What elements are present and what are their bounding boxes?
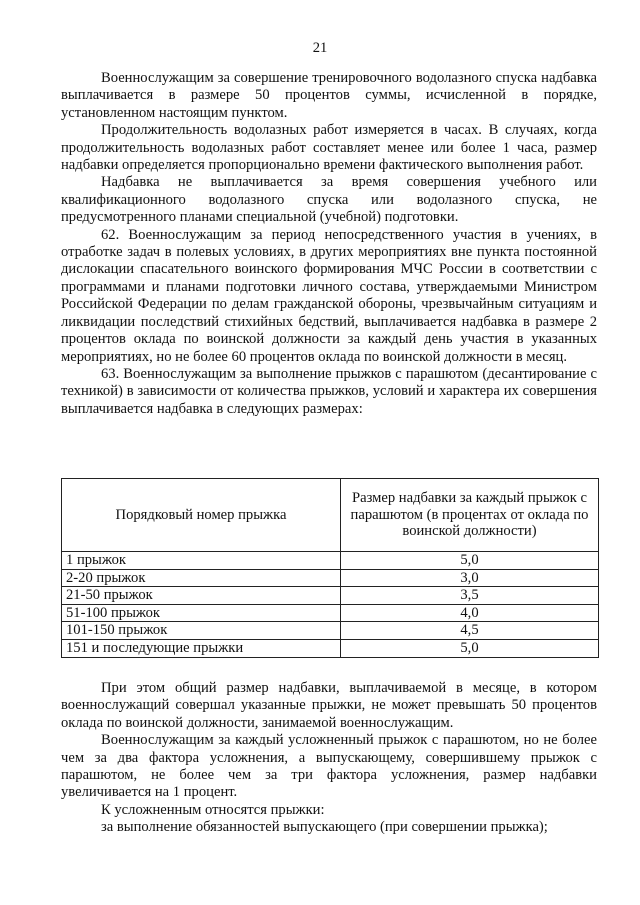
header-jump-number: Порядковый номер прыжка xyxy=(62,479,341,552)
parachute-rates-table-wrap xyxy=(61,478,599,658)
paragraph-not-paid: Надбавка не выплачивается за время совершения учебного или квалификационного водолазного спуска или водолазного спуска, не предусмотренного планами специальной (учебной) подготовки. xyxy=(61,174,597,226)
jump-cell: 51-100 прыжок xyxy=(62,604,341,622)
jump-cell: 101-150 прыжок xyxy=(62,622,341,640)
jump-cell: 2-20 прыжок xyxy=(62,569,341,587)
paragraph-complicated-list-intro: К усложненным относятся прыжки: xyxy=(101,801,325,818)
paragraph-63-parachute: 63. Военнослужащим за выполнение прыжков с парашютом (десантирование с техникой) в зависимости от количества прыжков, условий и характера их совершения выплачивается надбавка в следующих размерах: xyxy=(61,365,597,417)
paragraph-complicated-jump: Военнослужащим за каждый усложненный прыжок с парашютом, но не более чем за два фактора усложнения, а выпускающему, совершившему прыжок с парашютом, не более чем за три фактора усложнения, размер надбавки увеличивается на 1 процент. xyxy=(61,732,597,801)
paragraph-jumpmaster-duties: за выполнение обязанностей выпускающего (при совершении прыжка); xyxy=(101,819,548,836)
table-row xyxy=(62,552,599,570)
paragraph-monthly-cap: При этом общий размер надбавки, выплачиваемой в месяце, в котором военнослужащий совершал указанные прыжки, не может превышать 50 процентов оклада по воинской должности, занимаемой военнослужащим. xyxy=(61,680,597,731)
rate-cell: 4,5 xyxy=(341,622,599,640)
jump-cell: 21-50 прыжок xyxy=(62,587,341,605)
table-header-row xyxy=(62,479,599,552)
table-row xyxy=(62,587,599,605)
rate-cell: 5,0 xyxy=(341,639,599,657)
rate-cell: 4,0 xyxy=(341,604,599,622)
paragraph-dive-duration: Продолжительность водолазных работ измеряется в часах. В случаях, когда продолжительность водолазных работ составляет менее или более 1 часа, размер надбавки определяется пропорционально времени фактического выполнения работ. xyxy=(61,122,597,174)
page-number: 21 xyxy=(312,40,328,56)
table-row xyxy=(62,639,599,657)
paragraph-62-exercises: 62. Военнослужащим за период непосредственного участия в учениях, в отработке задач в полевых условиях, в других мероприятиях вне пункта постоянной дислокации спасательного воинского формирования МЧС России в соответствии с программами и планами подготовки личного состава, утверждаемыми Министром Российской Федерации по делам гражданской обороны, чрезвычайным ситуациям и ликвидации последствий стихийных бедствий, выплачивается надбавка в размере 2 процентов оклада по воинской должности за каждый день участия в указанных мероприятиях, но не более 60 процентов оклада по воинской должности в месяц. xyxy=(61,226,597,365)
table-row xyxy=(62,604,599,622)
bottom-text-block xyxy=(61,680,597,837)
rate-cell: 3,0 xyxy=(341,569,599,587)
paragraph-training-dive: Военнослужащим за совершение тренировочного водолазного спуска надбавка выплачивается в размере 50 процентов суммы, исчисленной в порядке, установленном настоящим пунктом. xyxy=(61,70,597,121)
top-text-block xyxy=(61,70,597,418)
rate-cell: 5,0 xyxy=(341,552,599,570)
header-rate: Размер надбавки за каждый прыжок с парашютом (в процентах от оклада по воинской должности) xyxy=(341,479,599,552)
table-row xyxy=(62,622,599,640)
rate-cell: 3,5 xyxy=(341,587,599,605)
table-row xyxy=(62,569,599,587)
parachute-rates-table xyxy=(61,478,599,658)
jump-cell: 1 прыжок xyxy=(62,552,341,570)
jump-cell: 151 и последующие прыжки xyxy=(62,639,341,657)
